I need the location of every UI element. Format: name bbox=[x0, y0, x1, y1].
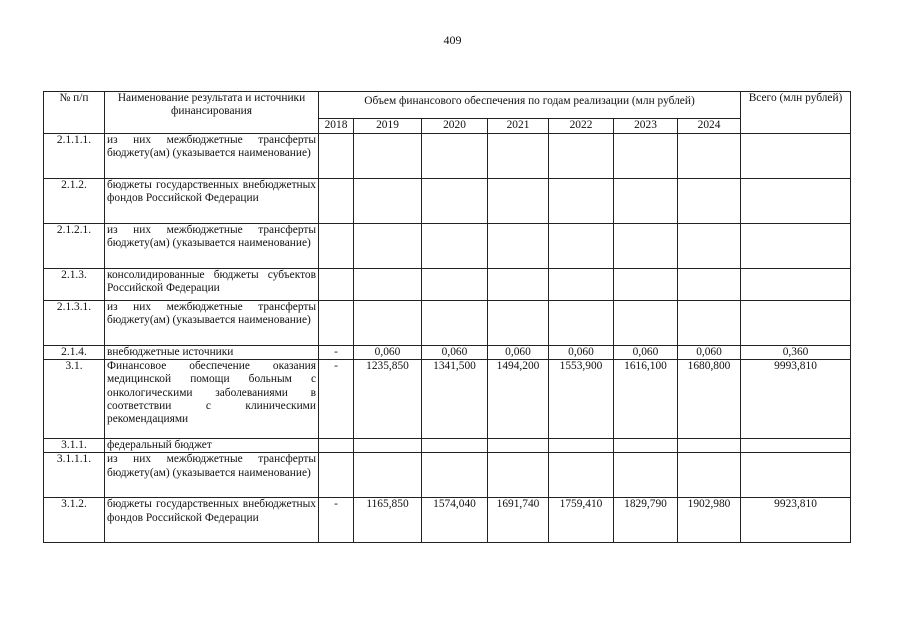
year-header: 2024 bbox=[678, 119, 741, 134]
row-total: 9923,810 bbox=[741, 498, 851, 543]
table-row bbox=[44, 498, 851, 543]
year-value bbox=[354, 453, 422, 498]
row-total bbox=[741, 224, 851, 269]
value-2018: - bbox=[319, 498, 354, 543]
year-value bbox=[488, 224, 549, 269]
table-row bbox=[44, 179, 851, 224]
year-value bbox=[614, 439, 678, 453]
year-value: 1341,500 bbox=[422, 360, 488, 439]
row-number: 3.1.2. bbox=[44, 498, 105, 543]
row-total bbox=[741, 269, 851, 301]
year-value bbox=[488, 439, 549, 453]
value-2018: - bbox=[319, 346, 354, 360]
row-number: 2.1.4. bbox=[44, 346, 105, 360]
year-value bbox=[549, 439, 614, 453]
table-row bbox=[44, 439, 851, 453]
year-value bbox=[678, 453, 741, 498]
table-row bbox=[44, 301, 851, 346]
year-value bbox=[422, 269, 488, 301]
row-total bbox=[741, 301, 851, 346]
row-name: бюджеты государственных внебюджетных фондов Российской Федерации bbox=[105, 498, 319, 543]
year-value bbox=[354, 179, 422, 224]
year-value bbox=[678, 301, 741, 346]
volume-header: Объем финансового обеспечения по годам реализации (млн рублей) bbox=[319, 92, 741, 119]
year-header: 2020 bbox=[422, 119, 488, 134]
year-value: 0,060 bbox=[488, 346, 549, 360]
row-total bbox=[741, 453, 851, 498]
row-total: 9993,810 bbox=[741, 360, 851, 439]
year-value: 0,060 bbox=[614, 346, 678, 360]
row-total bbox=[741, 439, 851, 453]
row-number: 2.1.2.1. bbox=[44, 224, 105, 269]
year-value bbox=[549, 453, 614, 498]
year-value bbox=[354, 439, 422, 453]
value-2018 bbox=[319, 134, 354, 179]
year-value: 0,060 bbox=[422, 346, 488, 360]
table-row bbox=[44, 134, 851, 179]
year-value bbox=[422, 224, 488, 269]
year-value: 1165,850 bbox=[354, 498, 422, 543]
year-value bbox=[678, 224, 741, 269]
year-value bbox=[488, 269, 549, 301]
year-value bbox=[488, 179, 549, 224]
row-number: 2.1.1.1. bbox=[44, 134, 105, 179]
year-value bbox=[614, 224, 678, 269]
year-value bbox=[678, 179, 741, 224]
row-number: 3.1.1. bbox=[44, 439, 105, 453]
row-number: 3.1. bbox=[44, 360, 105, 439]
value-2018: - bbox=[319, 360, 354, 439]
year-value bbox=[549, 269, 614, 301]
year-value bbox=[614, 301, 678, 346]
year-value: 1691,740 bbox=[488, 498, 549, 543]
row-total bbox=[741, 179, 851, 224]
year-value bbox=[614, 453, 678, 498]
row-name: федеральный бюджет bbox=[105, 439, 319, 453]
row-name: из них межбюджетные трансферты бюджету(ам) (указывается наименование) bbox=[105, 134, 319, 179]
row-name: Финансовое обеспечение оказания медицинской помощи больным с онкологическими заболеваниями в соответствии с клиническими рекомендациями bbox=[105, 360, 319, 439]
table-row bbox=[44, 346, 851, 360]
year-value bbox=[422, 134, 488, 179]
value-2018 bbox=[319, 453, 354, 498]
year-value bbox=[614, 269, 678, 301]
year-value: 1494,200 bbox=[488, 360, 549, 439]
value-2018 bbox=[319, 224, 354, 269]
table-row bbox=[44, 224, 851, 269]
year-value bbox=[354, 269, 422, 301]
year-value: 1902,980 bbox=[678, 498, 741, 543]
year-value bbox=[354, 224, 422, 269]
row-name: из них межбюджетные трансферты бюджету(ам) (указывается наименование) bbox=[105, 301, 319, 346]
year-value: 0,060 bbox=[678, 346, 741, 360]
year-header: 2018 bbox=[319, 119, 354, 134]
year-header: 2019 bbox=[354, 119, 422, 134]
year-value: 1553,900 bbox=[549, 360, 614, 439]
year-value: 1574,040 bbox=[422, 498, 488, 543]
value-2018 bbox=[319, 269, 354, 301]
row-number: 2.1.2. bbox=[44, 179, 105, 224]
year-header: 2022 bbox=[549, 119, 614, 134]
year-value: 0,060 bbox=[549, 346, 614, 360]
row-name: из них межбюджетные трансферты бюджету(ам) (указывается наименование) bbox=[105, 224, 319, 269]
year-value bbox=[488, 134, 549, 179]
table-row bbox=[44, 269, 851, 301]
year-value: 1680,800 bbox=[678, 360, 741, 439]
row-name: из них межбюджетные трансферты бюджету(ам) (указывается наименование) bbox=[105, 453, 319, 498]
year-value: 1759,410 bbox=[549, 498, 614, 543]
table-row bbox=[44, 360, 851, 439]
name-header: Наименование результата и источники финансирования bbox=[105, 92, 319, 134]
year-value bbox=[614, 134, 678, 179]
row-number: 2.1.3.1. bbox=[44, 301, 105, 346]
row-total bbox=[741, 134, 851, 179]
year-value bbox=[422, 439, 488, 453]
year-value bbox=[614, 179, 678, 224]
value-2018 bbox=[319, 301, 354, 346]
num-header: № п/п bbox=[44, 92, 105, 134]
year-value: 1616,100 bbox=[614, 360, 678, 439]
row-total: 0,360 bbox=[741, 346, 851, 360]
year-value: 1235,850 bbox=[354, 360, 422, 439]
value-2018 bbox=[319, 439, 354, 453]
year-value bbox=[488, 453, 549, 498]
row-name: внебюджетные источники bbox=[105, 346, 319, 360]
year-header: 2021 bbox=[488, 119, 549, 134]
year-value: 0,060 bbox=[354, 346, 422, 360]
year-value bbox=[354, 301, 422, 346]
row-number: 3.1.1.1. bbox=[44, 453, 105, 498]
page-number: 409 bbox=[443, 33, 462, 47]
year-value bbox=[549, 224, 614, 269]
row-name: консолидированные бюджеты субъектов Российской Федерации bbox=[105, 269, 319, 301]
table-body bbox=[44, 134, 851, 543]
total-header: Всего (млн рублей) bbox=[741, 92, 851, 134]
year-value: 1829,790 bbox=[614, 498, 678, 543]
year-value bbox=[422, 179, 488, 224]
year-header: 2023 bbox=[614, 119, 678, 134]
year-value bbox=[354, 134, 422, 179]
year-value bbox=[488, 301, 549, 346]
year-value bbox=[549, 134, 614, 179]
year-value bbox=[422, 453, 488, 498]
financing-table bbox=[43, 91, 851, 543]
year-value bbox=[549, 179, 614, 224]
year-value bbox=[549, 301, 614, 346]
year-value bbox=[678, 269, 741, 301]
year-value bbox=[422, 301, 488, 346]
row-name: бюджеты государственных внебюджетных фондов Российской Федерации bbox=[105, 179, 319, 224]
year-value bbox=[678, 439, 741, 453]
table-row bbox=[44, 453, 851, 498]
year-value bbox=[678, 134, 741, 179]
row-number: 2.1.3. bbox=[44, 269, 105, 301]
value-2018 bbox=[319, 179, 354, 224]
